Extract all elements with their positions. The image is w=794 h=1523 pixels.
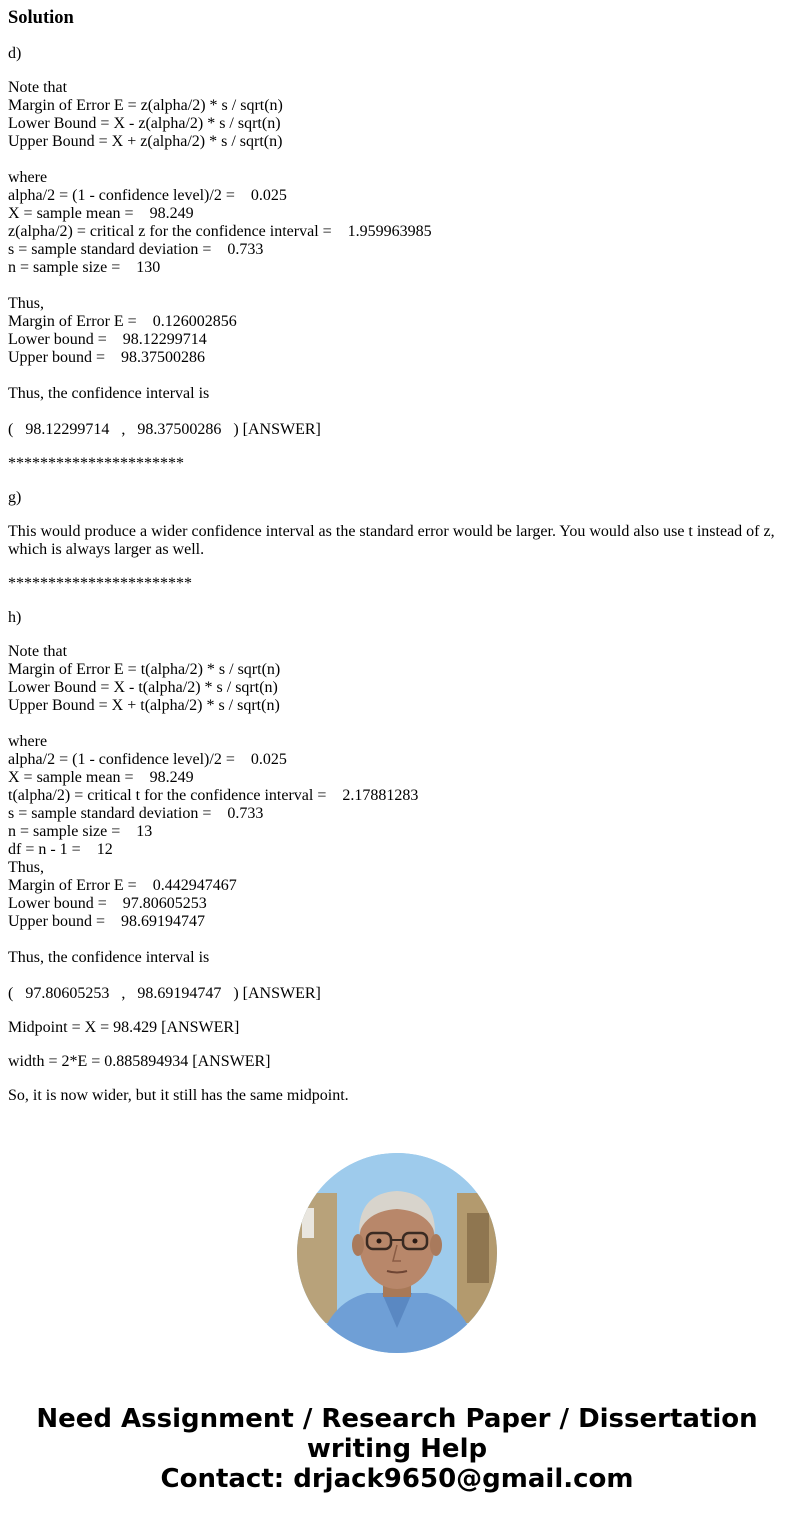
- footer-line: Need Assignment / Research Paper / Dissertation: [36, 1404, 758, 1434]
- part-h-width: [8, 1053, 786, 1071]
- part-h-midpoint: [8, 1019, 786, 1037]
- value-line: X = sample mean = 98.249: [8, 769, 194, 786]
- contact-email: Contact: drjack9650@gmail.com: [160, 1464, 634, 1494]
- part-d-where: [8, 169, 786, 277]
- text-line: Thus, the confidence interval is: [8, 949, 210, 966]
- part-d-ci-intro: [8, 385, 786, 403]
- part-d-ci-answer: [8, 421, 786, 439]
- part-g-label: [8, 489, 786, 507]
- value-line: Upper bound = 98.69194747: [8, 913, 206, 930]
- separator: [8, 455, 786, 473]
- formula-line: Lower Bound = X - t(alpha/2) * s / sqrt(n): [8, 679, 278, 696]
- part-h-conclusion: [8, 1087, 786, 1105]
- text-line: where: [8, 733, 48, 750]
- part-h-where: [8, 733, 786, 931]
- value-line: alpha/2 = (1 - confidence level)/2 = 0.025: [8, 187, 287, 204]
- text-line: Note that: [8, 79, 68, 96]
- value-line: Margin of Error E = 0.126002856: [8, 313, 237, 330]
- answer-line: width = 2*E = 0.885894934 [ANSWER]: [8, 1053, 271, 1070]
- part-h-ci-answer: [8, 985, 786, 1003]
- person-portrait-icon: [297, 1153, 497, 1353]
- text-line: Thus, the confidence interval is: [8, 385, 210, 402]
- part-h-label: [8, 609, 786, 627]
- formula-line: Lower Bound = X - z(alpha/2) * s / sqrt(n): [8, 115, 281, 132]
- value-line: n = sample size = 130: [8, 259, 161, 276]
- part-d-label: [8, 45, 786, 63]
- footer-promo: [0, 1404, 794, 1494]
- value-line: X = sample mean = 98.249: [8, 205, 194, 222]
- answer-line: Midpoint = X = 98.429 [ANSWER]: [8, 1019, 240, 1036]
- value-line: n = sample size = 13: [8, 823, 153, 840]
- text-line: Thus,: [8, 859, 44, 876]
- solution-document: [8, 7, 786, 1105]
- formula-line: Upper Bound = X + t(alpha/2) * s / sqrt(n): [8, 697, 280, 714]
- value-line: t(alpha/2) = critical t for the confidence interval = 2.17881283: [8, 787, 419, 804]
- text-line: Thus,: [8, 295, 44, 312]
- avatar-photo: [297, 1153, 497, 1353]
- author-avatar: [297, 1153, 497, 1353]
- value-line: Upper bound = 98.37500286: [8, 349, 206, 366]
- separator: [8, 575, 786, 593]
- value-line: Lower bound = 97.80605253: [8, 895, 207, 912]
- value-line: alpha/2 = (1 - confidence level)/2 = 0.025: [8, 751, 287, 768]
- paragraph: So, it is now wider, but it still has the same midpoint.: [8, 1087, 349, 1104]
- value-line: s = sample standard deviation = 0.733: [8, 805, 264, 822]
- part-label: d): [8, 45, 22, 62]
- footer-line: writing Help: [306, 1434, 488, 1464]
- formula-line: Margin of Error E = z(alpha/2) * s / sqrt(n): [8, 97, 283, 114]
- solution-title: Solution: [8, 8, 74, 28]
- value-line: df = n - 1 = 12: [8, 841, 113, 858]
- paragraph: This would produce a wider confidence interval as the standard error would be larger. You would also use t instead of z, which is always larger as well.: [8, 523, 775, 558]
- part-d-note: [8, 79, 786, 151]
- separator-line: **********************: [8, 455, 184, 472]
- answer-line: ( 98.12299714 , 98.37500286 ) [ANSWER]: [8, 421, 321, 438]
- value-line: Lower bound = 98.12299714: [8, 331, 207, 348]
- part-h-ci-intro: [8, 949, 786, 967]
- value-line: Margin of Error E = 0.442947467: [8, 877, 237, 894]
- text-line: Note that: [8, 643, 68, 660]
- text-line: where: [8, 169, 48, 186]
- part-label: h): [8, 609, 22, 626]
- formula-line: Margin of Error E = t(alpha/2) * s / sqrt(n): [8, 661, 281, 678]
- value-line: s = sample standard deviation = 0.733: [8, 241, 264, 258]
- answer-line: ( 97.80605253 , 98.69194747 ) [ANSWER]: [8, 985, 321, 1002]
- part-h-note: [8, 643, 786, 715]
- formula-line: Upper Bound = X + z(alpha/2) * s / sqrt(n): [8, 133, 283, 150]
- part-label: g): [8, 489, 22, 506]
- part-g-text: [8, 523, 786, 559]
- part-d-results: [8, 295, 786, 367]
- value-line: z(alpha/2) = critical z for the confidence interval = 1.959963985: [8, 223, 432, 240]
- separator-line: ***********************: [8, 575, 192, 592]
